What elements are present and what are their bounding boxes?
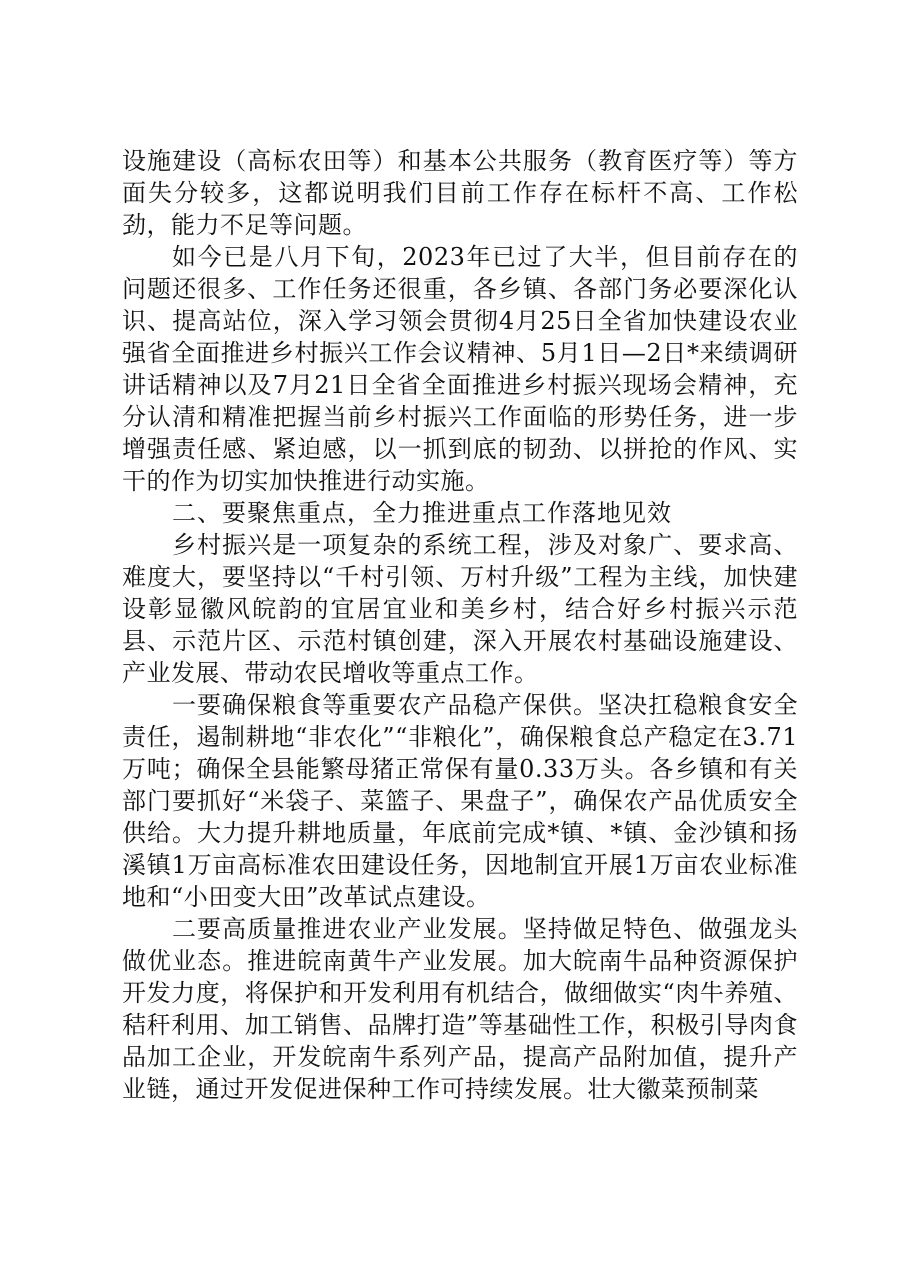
paragraph-rural-revitalization: 乡村振兴是一项复杂的系统工程，涉及对象广、要求高、难度大，要坚持以“千村引领、万村升级”工程为主线，加快建设彰显徽风皖韵的宜居宜业和美乡村，结合好乡村振兴示范县、示范片区、示范村镇创建，深入开展农村基础设施建设、产业发展、带动农民增收等重点工作。	[122, 531, 798, 687]
section-heading-focus-priorities: 二、要聚焦重点，全力推进重点工作落地见效	[172, 499, 672, 527]
paragraph-facility-construction: 设施建设（高标农田等）和基本公共服务（教育医疗等）等方面失分较多，这都说明我们目前工作存在标杆不高、工作松劲，能力不足等问题。	[122, 147, 798, 239]
paragraph-august-status: 如今已是八月下旬，2023年已过了大半，但目前存在的问题还很多、工作任务还很重，各乡镇、各部门务必要深化认识、提高站位，深入学习领会贯彻4月25日全省加快建设农业强省全面推进乡村振兴工作会议精神、5月1日—2日*来绩调研讲话精神以及7月21日全省全面推进乡村振兴现场会精神，充分认清和精准把握当前乡村振兴工作面临的形势任务，进一步增强责任感、紧迫感，以一抓到底的韧劲、以拼抢的作风、实干的作为切实加快推进行动实施。	[122, 243, 798, 495]
paragraph-agri-industry: 二要高质量推进农业产业发展。坚持做足特色、做强龙头做优业态。推进皖南黄牛产业发展。加大皖南牛品种资源保护开发力度，将保护和开发利用有机结合，做细做实“肉牛养殖、秸秆利用、加工销售、品牌打造”等基础性工作，积极引导肉食品加工企业，开发皖南牛系列产品，提高产品附加值，提升产业链，通过开发促进保种工作可持续发展。壮大徽菜预制菜	[122, 915, 798, 1103]
paragraph-grain-supply: 一要确保粮食等重要农产品稳产保供。坚决扛稳粮食安全责任，遏制耕地“非农化”“非粮化”，确保粮食总产稳定在3.71万吨；确保全县能繁母猪正常保有量0.33万头。各乡镇和有关部门要抓好“米袋子、菜篮子、果盘子”，确保农产品优质安全供给。大力提升耕地质量，年底前完成*镇、*镇、金沙镇和扬溪镇1万亩高标准农田建设任务，因地制宜开展1万亩农业标准地和“小田变大田”改革试点建设。	[122, 691, 798, 911]
document-page	[122, 145, 798, 1105]
